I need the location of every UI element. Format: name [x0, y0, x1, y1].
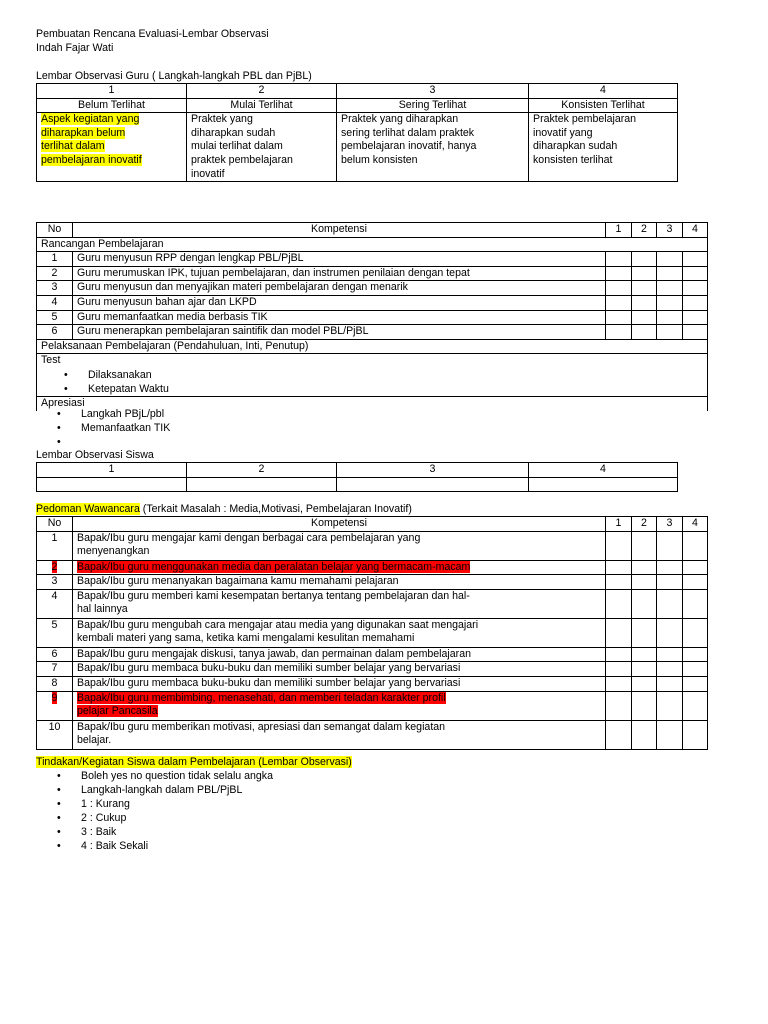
score-cell[interactable] [657, 531, 683, 560]
score-cell[interactable] [632, 325, 657, 340]
list-item: • 3 : Baik [81, 825, 273, 839]
kompetensi-table [36, 222, 708, 411]
score-cell[interactable] [683, 531, 708, 560]
guru-obs-title: Lembar Observasi Guru ( Langkah-langkah PBL dan PjBL) [36, 70, 312, 82]
score-cell[interactable] [606, 560, 632, 575]
kompetensi-head-row [37, 223, 708, 238]
siswa-obs-number: 4 [529, 463, 678, 478]
score-cell[interactable] [683, 266, 708, 281]
section-apresiasi: Apresiasi [37, 397, 708, 411]
guru-obs-desc: Praktek yang diharapkan sudah mulai terlihat dalam praktek pembelajaran inovatif [187, 113, 337, 182]
table-row: 6 Bapak/Ibu guru mengajak diskusi, tanya jawab, dan permainan dalam pembelajaran [37, 647, 708, 662]
table-row: 1 Bapak/Ibu guru mengajar kami dengan berbagai cara pembelajaran yang menyenangkan [37, 531, 708, 560]
list-item: • Ketepatan Waktu [88, 382, 703, 396]
score-cell[interactable] [606, 252, 632, 267]
score-cell[interactable] [683, 575, 708, 590]
list-item: • Boleh yes no question tidak selalu angka [81, 769, 273, 783]
list-item: • Dilaksanakan [88, 368, 703, 382]
table-row: 2 Guru merumuskan IPK, tujuan pembelajaran, dan instrumen penilaian dengan tepat [37, 266, 708, 281]
guru-obs-header: Konsisten Terlihat [529, 98, 678, 113]
section-pelaksanaan: Pelaksanaan Pembelajaran (Pendahuluan, Inti, Penutup) [37, 339, 708, 354]
table-row: 2 Bapak/Ibu guru menggunakan media dan peralatan belajar yang bermacam-macam [37, 560, 708, 575]
score-cell[interactable] [657, 618, 683, 647]
tindakan-title: Tindakan/Kegiatan Siswa dalam Pembelajaran (Lembar Observasi) [36, 756, 352, 768]
table-row: 8 Bapak/Ibu guru membaca buku-buku dan memiliki sumber belajar yang bervariasi [37, 676, 708, 691]
list-item: • 4 : Baik Sekali [81, 839, 273, 853]
score-cell[interactable] [683, 295, 708, 310]
test-cell [37, 354, 708, 397]
score-cell[interactable] [606, 295, 632, 310]
section-row [37, 339, 708, 354]
wawancara-title: Pedoman Wawancara (Terkait Masalah : Media,Motivasi, Pembelajaran Inovatif) [36, 503, 412, 515]
col-score-header: 4 [683, 223, 708, 238]
score-cell[interactable] [606, 575, 632, 590]
table-row: 3 Guru menyusun dan menyajikan materi pembelajaran dengan menarik [37, 281, 708, 296]
table-row: 3 Bapak/Ibu guru menanyakan bagaimana kamu memahami pelajaran [37, 575, 708, 590]
table-row: 1 Guru menyusun RPP dengan lengkap PBL/PjBL [37, 252, 708, 267]
score-cell[interactable] [683, 252, 708, 267]
score-cell[interactable] [683, 676, 708, 691]
guru-obs-number: 2 [187, 84, 337, 99]
table-row: 6 Guru menerapkan pembelajaran saintifik dan model PBL/PjBL [37, 325, 708, 340]
score-cell[interactable] [632, 560, 657, 575]
score-cell[interactable] [657, 575, 683, 590]
score-cell[interactable] [606, 589, 632, 618]
score-cell[interactable] [657, 295, 683, 310]
score-cell[interactable] [657, 325, 683, 340]
score-cell[interactable] [657, 691, 683, 720]
score-cell[interactable] [632, 281, 657, 296]
siswa-obs-table [36, 462, 678, 492]
guru-obs-desc: Praktek yang diharapkan sering terlihat dalam praktek pembelajaran inovatif, hanya belum konsisten [337, 113, 529, 182]
score-cell[interactable] [657, 266, 683, 281]
table-row: 7 Bapak/Ibu guru membaca buku-buku dan memiliki sumber belajar yang bervariasi [37, 662, 708, 677]
apresiasi-list [81, 407, 170, 449]
test-label: Test [41, 354, 61, 367]
siswa-obs-number: 3 [337, 463, 529, 478]
score-cell[interactable] [657, 560, 683, 575]
table-row: 4 Bapak/Ibu guru memberi kami kesempatan bertanya tentang pembelajaran dan hal- hal lainnya [37, 589, 708, 618]
tindakan-list [81, 769, 273, 853]
score-cell[interactable] [606, 281, 632, 296]
score-cell[interactable] [632, 676, 657, 691]
score-cell[interactable] [657, 720, 683, 749]
score-cell[interactable] [606, 531, 632, 560]
score-cell[interactable] [632, 589, 657, 618]
score-cell[interactable] [683, 560, 708, 575]
col-score-header: 3 [657, 223, 683, 238]
author-name: Indah Fajar Wati [36, 42, 114, 54]
guru-obs-desc: Aspek kegiatan yang diharapkan belum terlihat dalam pembelajaran inovatif [37, 113, 187, 182]
col-kompetensi-header: Kompetensi [73, 223, 606, 238]
table-row: 4 Guru menyusun bahan ajar dan LKPD [37, 295, 708, 310]
guru-obs-desc-row [37, 113, 678, 182]
wawancara-table [36, 516, 708, 750]
table-row: 9 Bapak/Ibu guru membimbing, menasehati, dan memberi teladan karakter profil pelajar Pancasila [37, 691, 708, 720]
siswa-obs-number: 2 [187, 463, 337, 478]
col-score-header: 2 [632, 223, 657, 238]
score-cell[interactable] [632, 575, 657, 590]
score-cell[interactable] [606, 325, 632, 340]
list-item: • 2 : Cukup [81, 811, 273, 825]
empty-cell[interactable] [529, 477, 678, 491]
table-row: 10 Bapak/Ibu guru memberikan motivasi, apresiasi dan semangat dalam kegiatan belajar. [37, 720, 708, 749]
siswa-obs-number: 1 [37, 463, 187, 478]
test-row [37, 354, 708, 397]
guru-obs-header: Sering Terlihat [337, 98, 529, 113]
list-item: • 1 : Kurang [81, 797, 273, 811]
guru-obs-header: Belum Terlihat [37, 98, 187, 113]
document-title: Pembuatan Rencana Evaluasi-Lembar Observasi [36, 28, 269, 40]
empty-cell[interactable] [337, 477, 529, 491]
score-cell[interactable] [683, 691, 708, 720]
score-cell[interactable] [606, 691, 632, 720]
score-cell[interactable] [606, 310, 632, 325]
table-row: 5 Guru memanfaatkan media berbasis TIK [37, 310, 708, 325]
score-cell[interactable] [683, 325, 708, 340]
list-item: • Langkah-langkah dalam PBL/PjBL [81, 783, 273, 797]
score-cell[interactable] [606, 647, 632, 662]
score-cell[interactable] [606, 662, 632, 677]
score-cell[interactable] [683, 720, 708, 749]
guru-obs-header-row [37, 98, 678, 113]
guru-obs-number: 4 [529, 84, 678, 99]
list-item: • Langkah PBjL/pbl [81, 407, 170, 421]
score-cell[interactable] [683, 647, 708, 662]
score-cell[interactable] [632, 310, 657, 325]
score-cell[interactable] [683, 589, 708, 618]
table-row: 5 Bapak/Ibu guru mengubah cara mengajar atau media yang digunakan saat mengajari kembali materi yang sama, ketika kami mengalami kesulitan memahami [37, 618, 708, 647]
score-cell[interactable] [606, 618, 632, 647]
score-cell[interactable] [632, 266, 657, 281]
guru-obs-number-row [37, 84, 678, 99]
score-cell[interactable] [632, 618, 657, 647]
score-cell[interactable] [657, 589, 683, 618]
score-cell[interactable] [657, 281, 683, 296]
wawancara-head-row: No Kompetensi 1 2 3 4 [37, 517, 708, 532]
guru-obs-table [36, 83, 678, 182]
score-cell[interactable] [632, 531, 657, 560]
guru-obs-number: 3 [337, 84, 529, 99]
guru-obs-number: 1 [37, 84, 187, 99]
score-cell[interactable] [632, 647, 657, 662]
score-cell[interactable] [657, 252, 683, 267]
section-row [37, 237, 708, 252]
score-cell[interactable] [606, 266, 632, 281]
empty-cell[interactable] [37, 477, 187, 491]
empty-cell[interactable] [187, 477, 337, 491]
section-rancangan: Rancangan Pembelajaran [37, 237, 708, 252]
score-cell[interactable] [657, 662, 683, 677]
score-cell[interactable] [632, 295, 657, 310]
score-cell[interactable] [683, 662, 708, 677]
col-no-header: No [37, 223, 73, 238]
guru-obs-desc: Praktek pembelajaran inovatif yang diharapkan sudah konsisten terlihat [529, 113, 678, 182]
score-cell[interactable] [632, 691, 657, 720]
score-cell[interactable] [683, 618, 708, 647]
score-cell[interactable] [606, 676, 632, 691]
guru-obs-header: Mulai Terlihat [187, 98, 337, 113]
col-score-header: 1 [606, 223, 632, 238]
score-cell[interactable] [657, 676, 683, 691]
score-cell[interactable] [683, 281, 708, 296]
score-cell[interactable] [657, 310, 683, 325]
list-item: • Memanfaatkan TIK [81, 421, 170, 435]
siswa-obs-title: Lembar Observasi Siswa [36, 449, 154, 461]
score-cell[interactable] [683, 310, 708, 325]
score-cell[interactable] [632, 662, 657, 677]
score-cell[interactable] [632, 252, 657, 267]
score-cell[interactable] [606, 720, 632, 749]
list-item [81, 435, 170, 449]
score-cell[interactable] [632, 720, 657, 749]
score-cell[interactable] [657, 647, 683, 662]
